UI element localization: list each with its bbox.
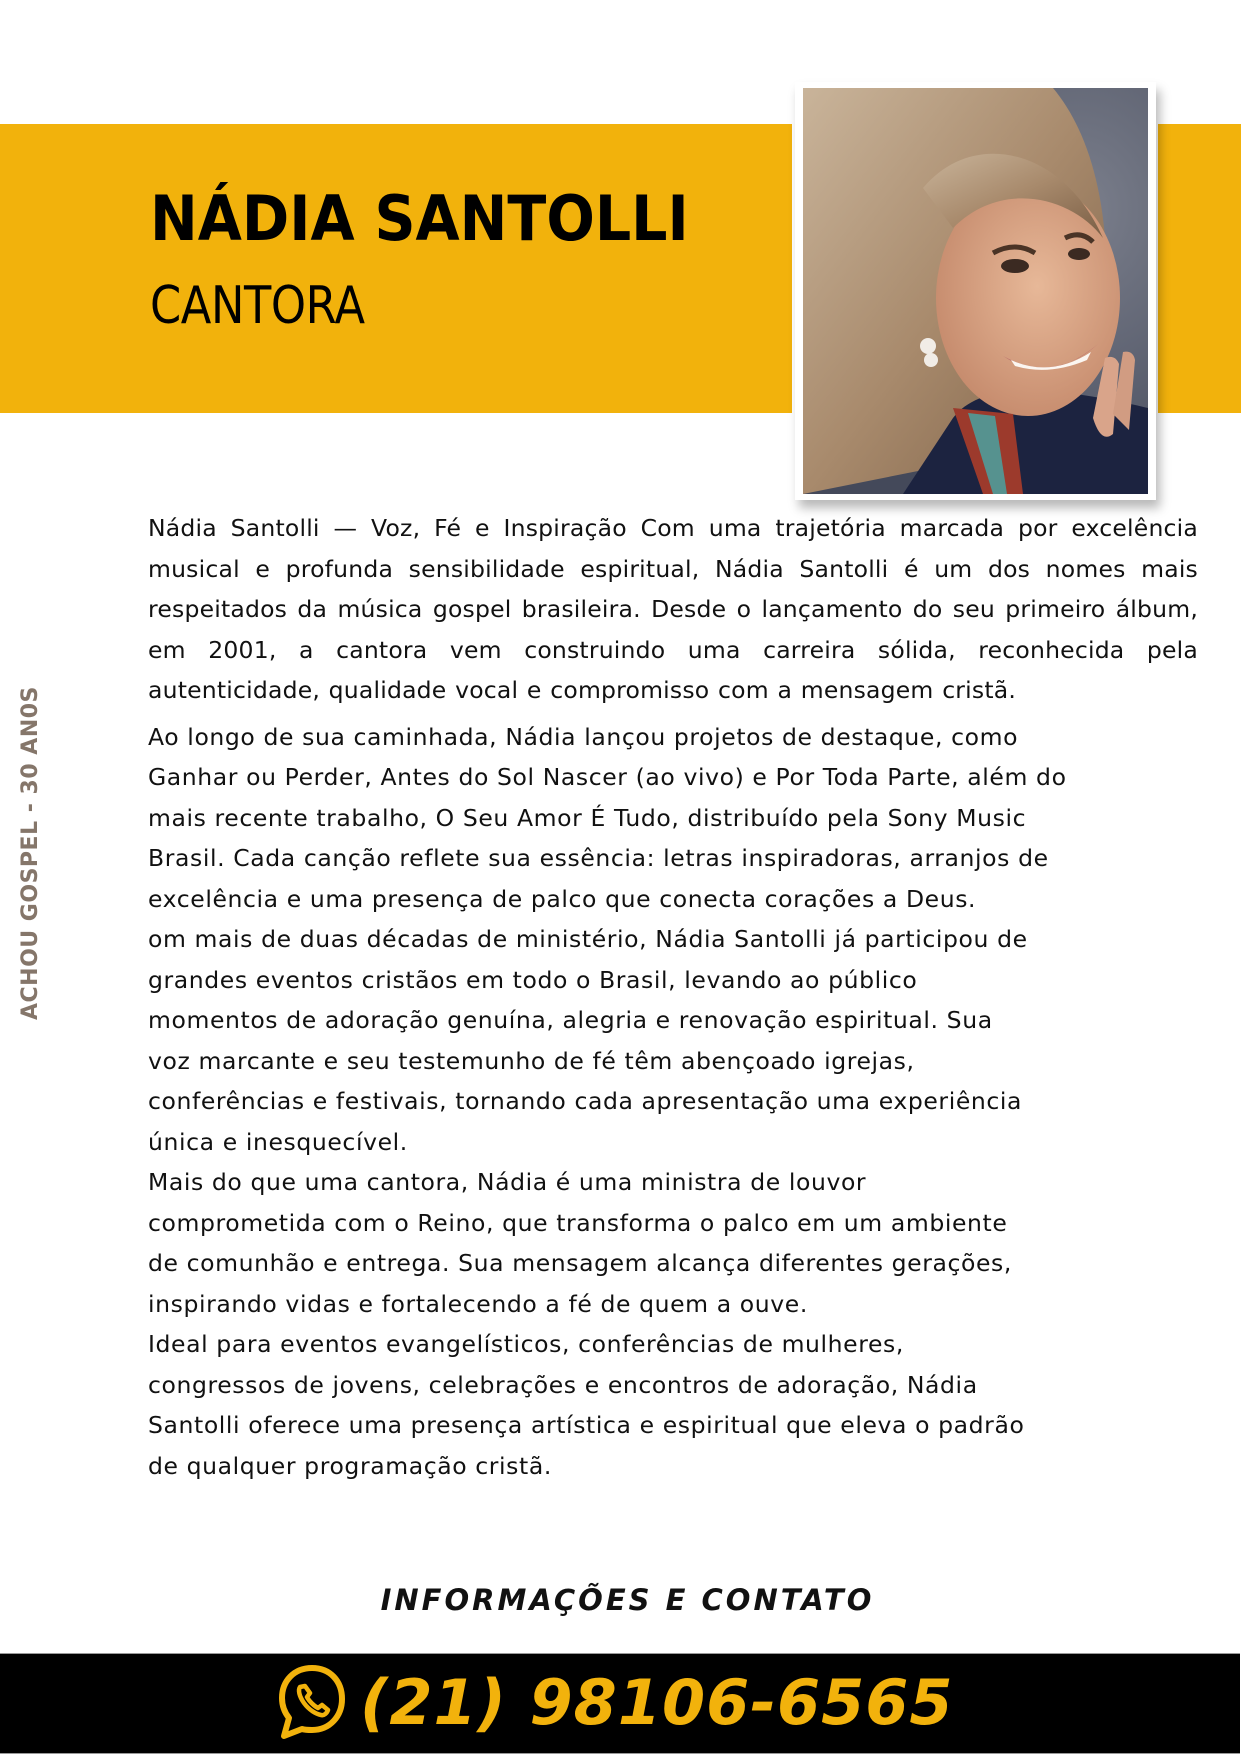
whatsapp-icon	[276, 1660, 348, 1744]
artist-role: CANTORA	[150, 276, 365, 336]
contact-title: INFORMAÇÕES E CONTATO	[380, 1583, 875, 1617]
bio-paragraph-2: Ao longo de sua caminhada, Nádia lançou projetos de destaque, como Ganhar ou Perder, Antes do Sol Nascer (ao vivo) e Por Toda Parte, além do mais recente trabalho, O Seu Amor É Tudo, distribuído pela Sony Music Brasil. Cada canção reflete sua essência: letras inspiradoras, arranjos de excelência e uma presença de palco que conecta corações a Deus.	[148, 722, 1067, 913]
bio-paragraph-4: Mais do que uma cantora, Nádia é uma ministra de louvor comprometida com o Reino, que transforma o palco em um ambiente de comunhão e entrega. Sua mensagem alcança diferentes gerações, inspirando vidas e fortalecendo a fé de quem a ouve.	[148, 1168, 1012, 1318]
header-band-right	[1158, 124, 1241, 413]
portrait-illustration	[803, 88, 1148, 494]
bio-body	[148, 717, 1178, 1487]
phone-number[interactable]: (21) 98106-6565	[360, 1665, 954, 1739]
bio-paragraph-5: Ideal para eventos evangelísticos, conferências de mulheres, congressos de jovens, celebrações e encontros de adoração, Nádia Santolli oferece uma presença artística e espiritual que eleva o padrão de qualquer programação cristã.	[148, 1330, 1025, 1480]
side-label-achou-gospel: ACHOU GOSPEL - 30 AN0S	[18, 686, 43, 1020]
bio-paragraph-3: om mais de duas décadas de ministério, Nádia Santolli já participou de grandes eventos cristãos em todo o Brasil, levando ao público momentos de adoração genuína, alegria e renovação espiritual. Sua voz marcante e seu testemunho de fé têm abençoado igrejas, conferências e festivais, tornando cada apresentação uma experiência única e inesquecível.	[148, 925, 1028, 1156]
bio-intro-paragraph: Nádia Santolli — Voz, Fé e Inspiração Com uma trajetória marcada por excelência musical e profunda sensibilidade espiritual, Nádia Santolli é um dos nomes mais respeitados da música gospel brasileira. Desde o lançamento do seu primeiro álbum, em 2001, a cantora vem construindo uma carreira sólida, reconhecida pela autenticidade, qualidade vocal e compromisso com a mensagem cristã.	[148, 514, 1198, 704]
header-band-left	[0, 124, 792, 413]
phone-contact[interactable]	[276, 1656, 954, 1748]
artist-photo-frame	[795, 82, 1156, 500]
bio-section	[148, 508, 1198, 1486]
artist-photo	[803, 88, 1148, 494]
artist-name: NÁDIA SANTOLLI	[150, 182, 689, 255]
